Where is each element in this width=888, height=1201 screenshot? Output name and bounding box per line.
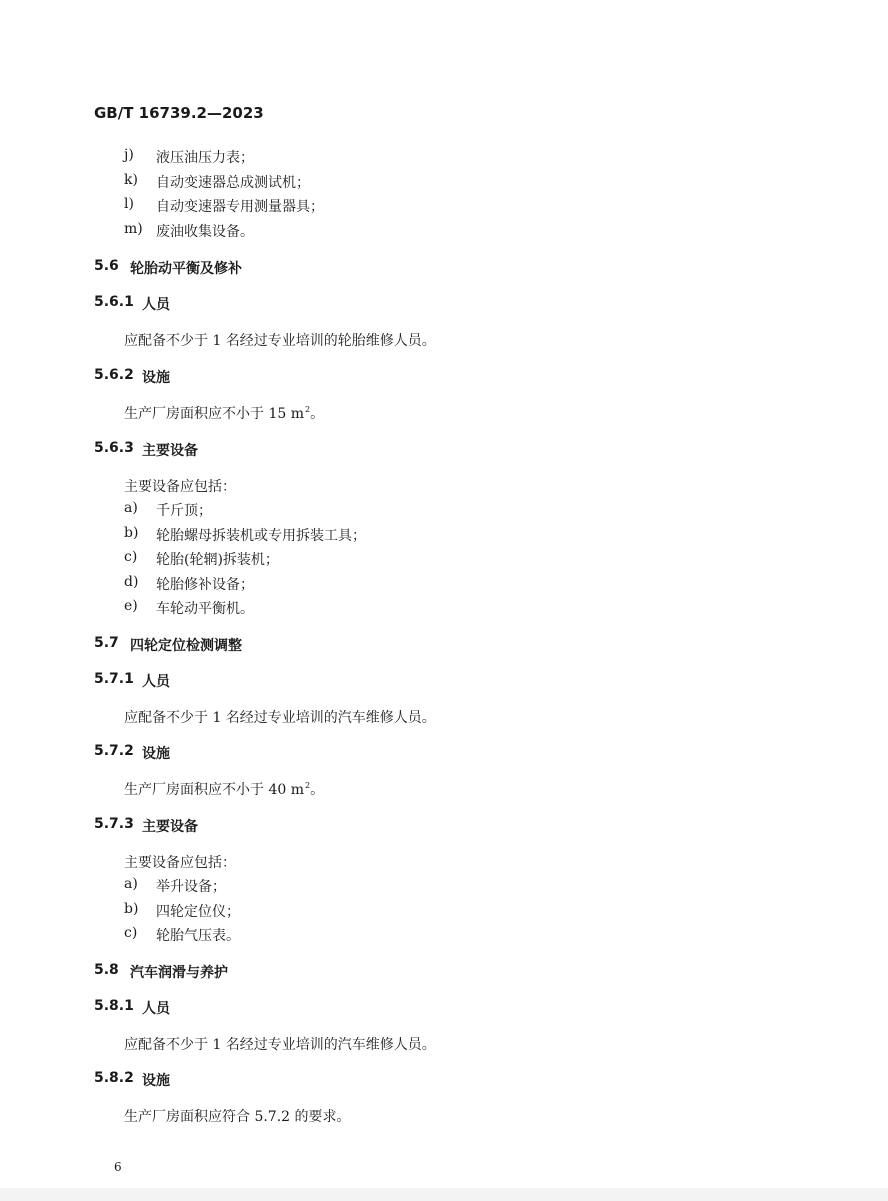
subsection-title: 主要设备 xyxy=(142,443,198,459)
list-item-mark: c) xyxy=(124,925,138,941)
unit-superscript: 2 xyxy=(305,781,311,790)
unit-superscript: 2 xyxy=(305,405,311,414)
paragraph: 应配备不少于 1 名经过专业培训的汽车维修人员。 xyxy=(124,710,436,726)
page-bottom-strip xyxy=(0,1188,888,1201)
paragraph: 应配备不少于 1 名经过专业培训的汽车维修人员。 xyxy=(124,1037,436,1053)
subsection-title: 人员 xyxy=(142,1001,170,1017)
subsection-number: 5.7.3 xyxy=(94,816,134,832)
subsection-number: 5.7.1 xyxy=(94,671,134,687)
list-item-text: 轮胎气压表。 xyxy=(156,928,240,944)
section-number: 5.7 xyxy=(94,635,119,651)
subsection-title: 人员 xyxy=(142,674,170,690)
section-title: 四轮定位检测调整 xyxy=(130,638,242,654)
list-item-mark: c) xyxy=(124,549,138,565)
subsection-title: 设施 xyxy=(142,370,170,386)
subsection-title: 设施 xyxy=(142,746,170,762)
list-item-text: 车轮动平衡机。 xyxy=(156,601,254,617)
paragraph: 主要设备应包括： xyxy=(124,479,236,495)
paragraph-end: 。 xyxy=(310,406,325,422)
subsection-title: 人员 xyxy=(142,297,170,313)
list-item-text: 自动变速器总成测试机； xyxy=(156,175,310,191)
section-number: 5.6 xyxy=(94,258,119,274)
paragraph xyxy=(124,403,324,423)
list-item-mark: b) xyxy=(124,525,139,541)
list-item-text: 轮胎修补设备； xyxy=(156,577,254,593)
paragraph-text: 生产厂房面积应不小于 15 m xyxy=(124,406,304,422)
list-item-mark: a) xyxy=(124,500,138,516)
subsection-title: 主要设备 xyxy=(142,819,198,835)
subsection-number: 5.8.1 xyxy=(94,998,134,1014)
list-item-text: 举升设备； xyxy=(156,879,226,895)
list-item-mark: b) xyxy=(124,901,139,917)
paragraph xyxy=(124,779,324,799)
paragraph-end: 。 xyxy=(310,782,325,798)
section-title: 汽车润滑与养护 xyxy=(130,965,228,981)
paragraph: 应配备不少于 1 名经过专业培训的轮胎维修人员。 xyxy=(124,333,436,349)
subsection-title: 设施 xyxy=(142,1073,170,1089)
paragraph-text: 生产厂房面积应不小于 40 m xyxy=(124,782,304,798)
list-item-text: 四轮定位仪； xyxy=(156,904,240,920)
list-item-text: 自动变速器专用测量器具； xyxy=(156,199,324,215)
list-item-text: 液压油压力表； xyxy=(156,150,254,166)
page-number: 6 xyxy=(114,1160,122,1174)
list-item-mark: d) xyxy=(124,574,139,590)
list-item-mark: e) xyxy=(124,598,138,614)
subsection-number: 5.7.2 xyxy=(94,743,134,759)
list-item-mark: a) xyxy=(124,876,138,892)
list-item-mark: m) xyxy=(124,221,143,237)
paragraph: 生产厂房面积应符合 5.7.2 的要求。 xyxy=(124,1109,351,1125)
section-number: 5.8 xyxy=(94,962,119,978)
list-item-mark: j) xyxy=(124,147,134,163)
list-item-text: 轮胎(轮辋)拆装机； xyxy=(156,552,279,568)
paragraph: 主要设备应包括： xyxy=(124,855,236,871)
section-title: 轮胎动平衡及修补 xyxy=(130,261,242,277)
list-item-mark: l) xyxy=(124,196,134,212)
subsection-number: 5.6.2 xyxy=(94,367,134,383)
list-item-text: 轮胎螺母拆装机或专用拆装工具； xyxy=(156,528,366,544)
subsection-number: 5.6.3 xyxy=(94,440,134,456)
list-item-text: 废油收集设备。 xyxy=(156,224,254,240)
standard-id: GB/T 16739.2—2023 xyxy=(94,104,264,122)
subsection-number: 5.6.1 xyxy=(94,294,134,310)
list-item-text: 千斤顶； xyxy=(156,503,212,519)
subsection-number: 5.8.2 xyxy=(94,1070,134,1086)
list-item-mark: k) xyxy=(124,172,138,188)
